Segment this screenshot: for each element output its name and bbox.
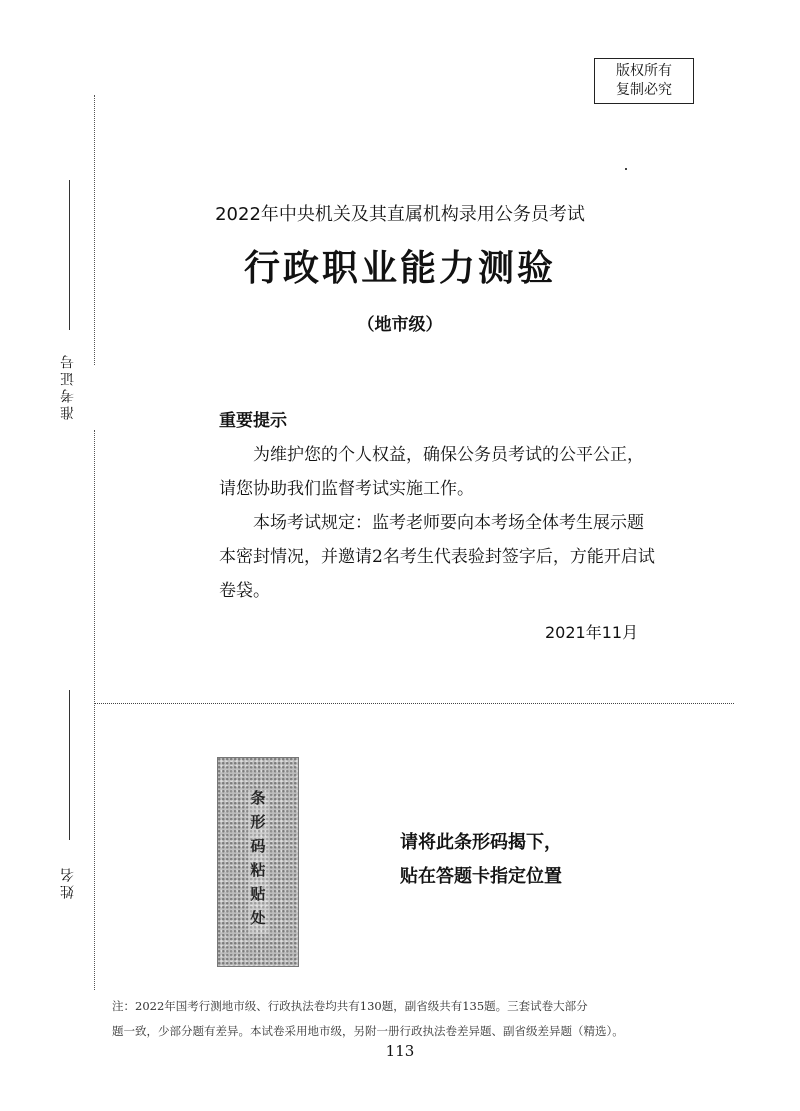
- footnote-line2: 题一致，少部分题有差异。本试卷采用地市级，另附一册行政执法卷差异题、副省级差异题（精选）。: [112, 1024, 624, 1038]
- copyright-line1: 版权所有: [616, 63, 672, 79]
- barcode-instruction-line2: 贴在答题卡指定位置: [400, 866, 562, 887]
- speck: [625, 168, 627, 170]
- footnote: [112, 994, 722, 1044]
- barcode-instruction-line1: 请将此条形码揭下，: [400, 832, 562, 853]
- notice-paragraph-2: 本场考试规定：监考老师要向本考场全体考生展示题本密封情况，并邀请2名考生代表验封签字后，方能开启试卷袋。: [219, 513, 655, 601]
- copyright-line2: 复制必究: [616, 82, 672, 98]
- exam-subtitle: 2022年中央机关及其直属机构录用公务员考试: [215, 204, 585, 225]
- footnote-line1: 注：2022年国考行测地市级、行政执法卷均共有130题，副省级共有135题。三套试卷大部分: [112, 999, 588, 1013]
- name-label: 姓名: [60, 865, 76, 899]
- notice-date: 2021年11月: [545, 623, 639, 642]
- copyright-box: [594, 58, 694, 104]
- barcode-instruction: [400, 826, 562, 894]
- tear-line: [94, 703, 734, 704]
- exam-id-label: 准考证号: [60, 352, 76, 420]
- exam-title: 行政职业能力测验: [243, 247, 556, 289]
- notice-heading: 重要提示: [219, 411, 287, 431]
- barcode-area-label: 条形码粘贴处: [248, 790, 267, 934]
- page-number: 113: [385, 1042, 415, 1060]
- name-write-line: [69, 690, 70, 840]
- exam-level: （地市级）: [357, 315, 443, 335]
- barcode-sticker-area: [217, 757, 299, 967]
- notice-paragraph-1: 为维护您的个人权益，确保公务员考试的公平公正，请您协助我们监督考试实施工作。: [219, 445, 644, 499]
- binding-line-bottom: [94, 430, 95, 990]
